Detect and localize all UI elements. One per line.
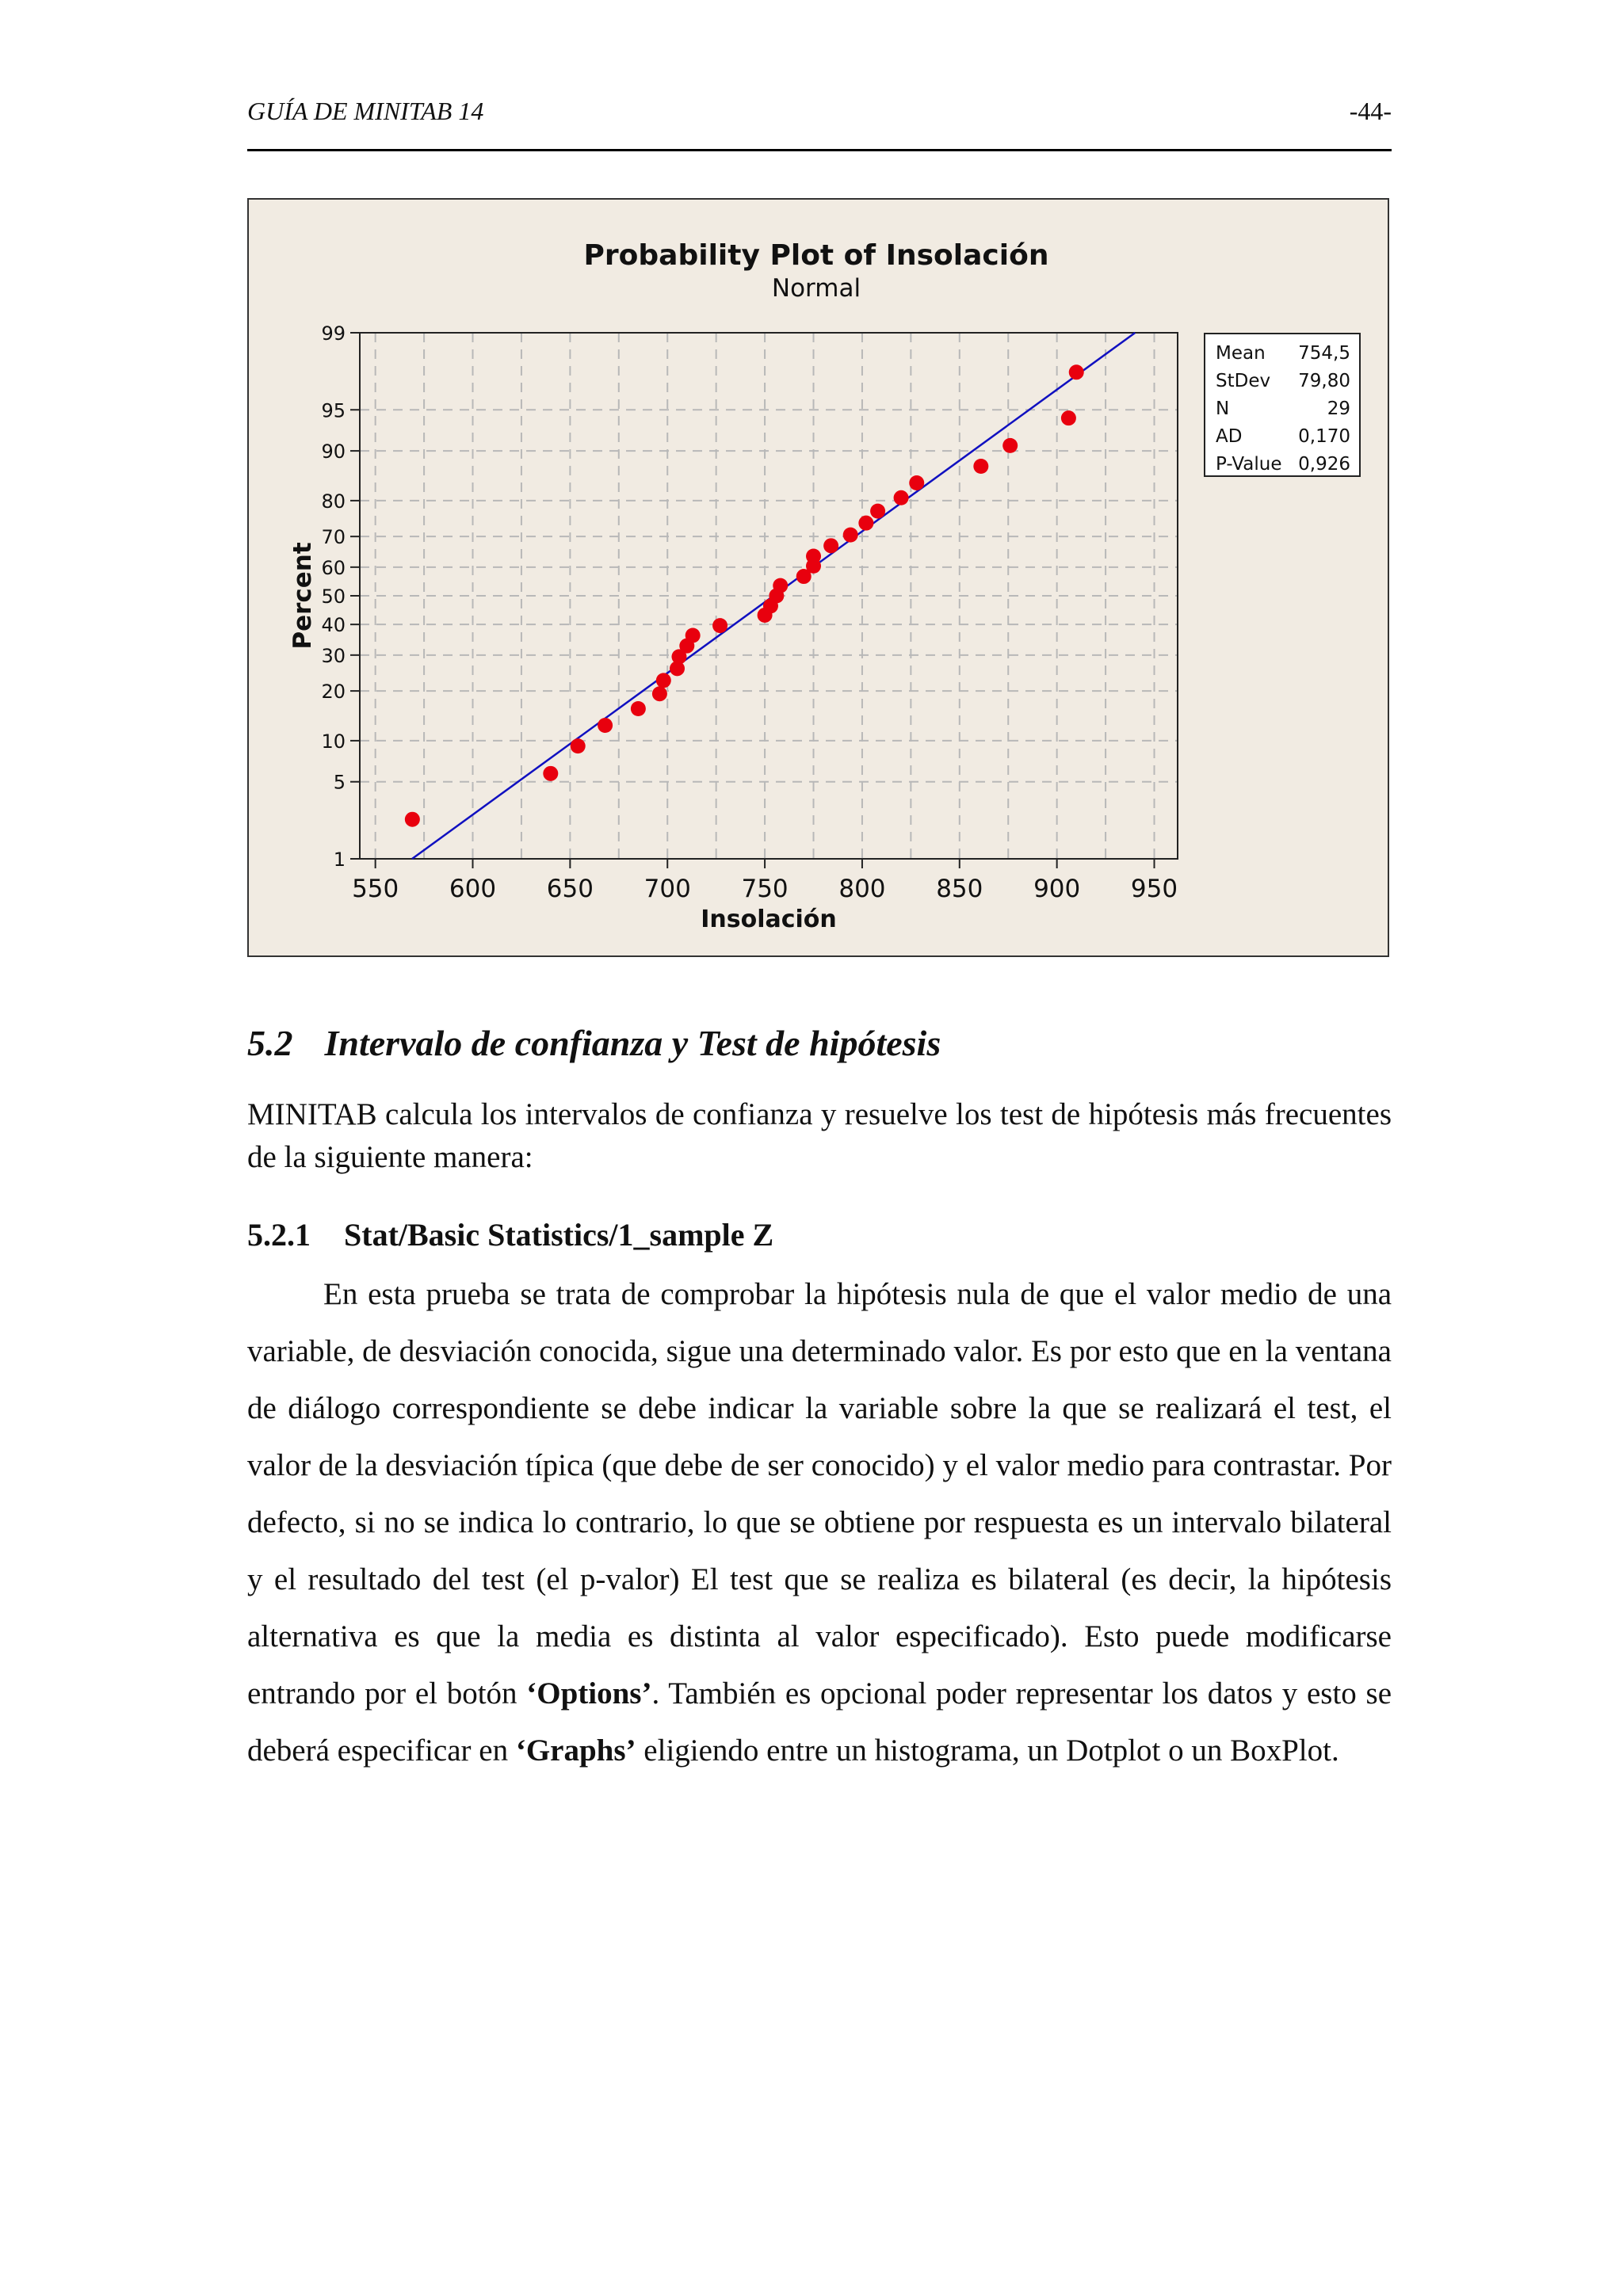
graphs-reference: ‘Graphs’ xyxy=(515,1733,636,1768)
grid xyxy=(360,333,1178,859)
data-point xyxy=(652,686,667,701)
section-heading xyxy=(247,1022,941,1064)
x-tick-label: 900 xyxy=(1033,875,1081,903)
stat-value: 754,5 xyxy=(1298,343,1350,364)
data-point xyxy=(1069,364,1084,379)
data-point xyxy=(1002,438,1018,453)
data-point xyxy=(773,578,788,593)
y-tick-label: 60 xyxy=(321,556,346,579)
stat-label: StDev xyxy=(1216,371,1271,391)
data-point xyxy=(543,766,558,781)
stats-box xyxy=(1205,334,1360,476)
body-text-1: En esta prueba se trata de comprobar la hipótesis nula de que el valor medio de una variable, de desviación conocida, sigue una determinado valor. Es por esto que en la ventana de diálogo correspondiente se debe indicar la variable sobre la que se realizará el test, el valor de la desviación típica (que debe de ser conocido) y el valor medio para contrastar. Por defecto, si no se indica lo contrario, lo que se obtiene por respuesta es un intervalo bilateral y el resultado del test (el p-valor) El test que se realiza es bilateral (es decir, la hipótesis alternativa es que la media es distinta al valor especificado). Esto puede modificarse entrando por el botón xyxy=(247,1277,1392,1711)
chart-title: Probability Plot of Insolación xyxy=(583,239,1049,272)
data-point xyxy=(909,475,924,490)
y-tick-label: 5 xyxy=(333,771,346,794)
data-point xyxy=(823,538,838,553)
data-point xyxy=(870,504,885,519)
intro-paragraph: MINITAB calcula los intervalos de confianza y resuelve los test de hipótesis más frecuentes de la siguiente manera: xyxy=(247,1097,1392,1174)
data-point xyxy=(598,718,613,733)
subsection-title-text: Stat/Basic Statistics/1_sample Z xyxy=(344,1217,774,1253)
y-axis-label: Percent xyxy=(288,542,317,650)
stat-value: 29 xyxy=(1327,399,1350,419)
data-point xyxy=(1061,410,1076,425)
y-tick-label: 90 xyxy=(321,441,346,463)
stat-value: 0,170 xyxy=(1298,426,1350,447)
x-tick-label: 750 xyxy=(741,875,789,903)
stat-value: 0,926 xyxy=(1298,454,1350,475)
options-reference: ‘Options’ xyxy=(526,1676,652,1711)
y-tick-label: 10 xyxy=(321,730,346,753)
x-tick-label: 650 xyxy=(546,875,594,903)
data-point xyxy=(631,701,646,716)
y-tick-label: 99 xyxy=(321,322,346,345)
data-point xyxy=(405,812,420,827)
y-tick-label: 30 xyxy=(321,644,346,667)
probability-plot-figure xyxy=(247,198,1389,957)
data-point xyxy=(656,673,671,688)
section-title-text: Intervalo de confianza y Test de hipótesis xyxy=(324,1023,941,1063)
y-tick-label: 95 xyxy=(321,399,346,422)
y-tick-label: 70 xyxy=(321,526,346,549)
x-tick-label: 600 xyxy=(449,875,497,903)
stat-label: N xyxy=(1216,399,1230,419)
stat-label: Mean xyxy=(1216,343,1266,364)
subsection-number: 5.2.1 xyxy=(247,1217,311,1253)
data-point xyxy=(806,548,821,563)
stat-label: AD xyxy=(1216,426,1243,447)
x-tick-label: 550 xyxy=(352,875,399,903)
data-point xyxy=(973,459,988,474)
subsection-heading xyxy=(247,1216,773,1253)
data-point xyxy=(571,738,586,753)
y-tick-label: 80 xyxy=(321,490,346,513)
body-text-3: eligiendo entre un histograma, un Dotplot o un BoxPlot. xyxy=(636,1733,1339,1768)
y-tick-label: 50 xyxy=(321,585,346,608)
body-paragraph xyxy=(247,1266,1392,1779)
header-title: GUÍA DE MINITAB 14 xyxy=(247,97,484,125)
page-header xyxy=(247,97,1392,151)
y-tick-label: 1 xyxy=(333,849,346,871)
x-tick-label: 800 xyxy=(838,875,886,903)
data-point xyxy=(712,618,727,633)
page-number: -44- xyxy=(1349,97,1392,125)
x-tick-label: 850 xyxy=(936,875,983,903)
data-point xyxy=(843,528,858,543)
x-tick-label: 950 xyxy=(1130,875,1178,903)
probability-plot xyxy=(249,200,1391,959)
stat-label: P-Value xyxy=(1216,454,1282,475)
x-axis-label: Insolación xyxy=(701,906,837,933)
data-point xyxy=(685,628,701,643)
data-point xyxy=(894,490,909,505)
stat-value: 79,80 xyxy=(1298,371,1350,391)
x-tick-label: 700 xyxy=(643,875,691,903)
section-number: 5.2 xyxy=(247,1023,293,1063)
y-tick-label: 40 xyxy=(321,614,346,637)
body-text-2: . También es opcional poder representar los datos y esto se deberá especificar en xyxy=(247,1676,1392,1768)
y-tick-label: 20 xyxy=(321,681,346,704)
chart-subtitle: Normal xyxy=(771,274,861,303)
data-point xyxy=(858,516,873,531)
